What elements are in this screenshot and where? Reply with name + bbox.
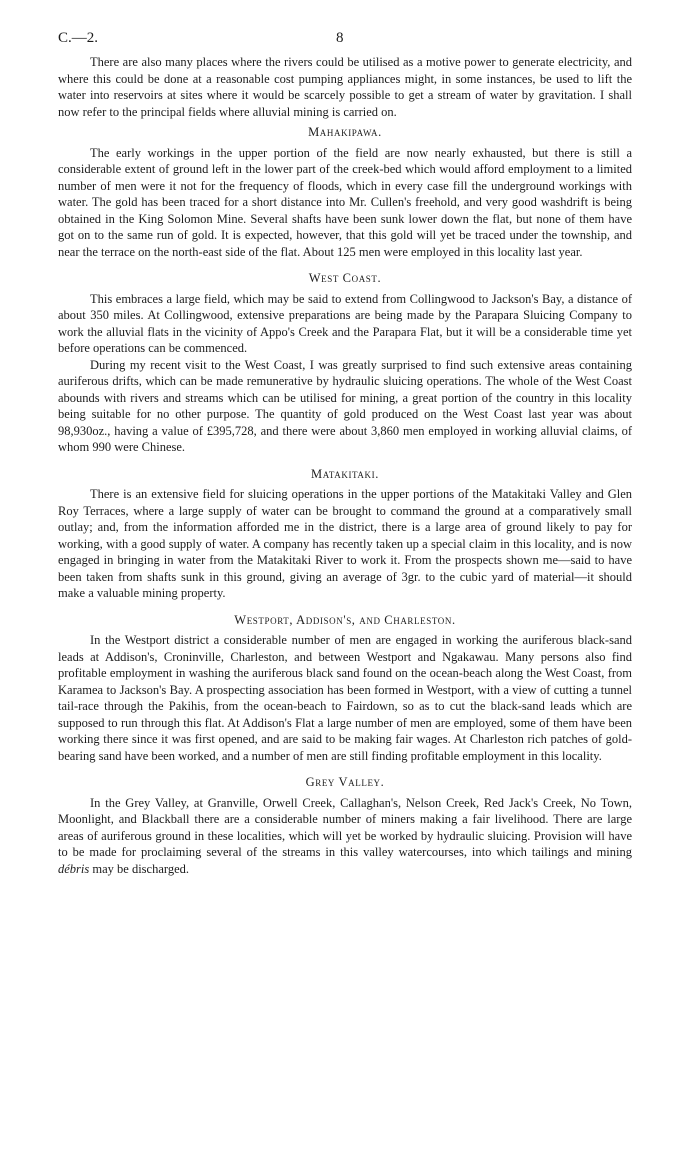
document-reference: C.—2. [58, 30, 99, 46]
intro-paragraph: There are also many places where the rivers could be utilised as a motive power to generate electricity, and where this could be done at a reasonable cost pumping appliances might, in some instances, be used to lift the water into reservoirs at sites where it would be scarcely possible to get a stream of water by gravitation. I shall now refer to the principal fields where alluvial mining is carried on. [58, 55, 632, 119]
section-heading-matakitaki: Matakitaki. [311, 466, 379, 481]
mahakipawa-paragraph: The early workings in the upper portion of the field are now nearly exhausted, but there is still a considerable extent of ground left in the lower part of the creek-bed which would afford employment to a limited number of men were it not for the frequency of floods, which in every case fill the underground workings with water. The gold has been traced for a short distance into Mr. Cullen's freehold, and very good washdrift is being obtained in the King Solomon Mine. Several shafts have been sunk lower down the flat, but none of them have got on to the same run of gold. It is expected, however, that this gold will yet be traced under the township, and near the terrace on the north-east side of the flat. About 125 men were employed in this locality last year. [58, 145, 632, 259]
document-page [58, 30, 632, 877]
matakitaki-paragraph: There is an extensive field for sluicing operations in the upper portions of the Matakitaki Valley and Glen Roy Terraces, where a large supply of water can be brought to command the ground at a comparatively small outlay; and, from the information afforded me in the district, there is a large area of ground likely to pay for working, with a good supply of water. A company has recently taken up a special claim in this locality, and is now engaged in bringing in water from the Matakitaki River to work it. From the prospects shown me—said to have been taken from shafts sunk in this ground, giving an average of 3gr. to the cubic yard of material—it should make a valuable mining property. [58, 487, 632, 600]
section-heading-grey-valley: Grey Valley. [305, 775, 385, 789]
section-heading-mahakipawa: Mahakipawa. [308, 125, 382, 139]
section-heading-westport: Westport, Addison's, and Charleston. [234, 612, 456, 627]
page-header [58, 30, 632, 54]
west-coast-paragraph-2: During my recent visit to the West Coast, I was greatly surprised to find such extensive areas containing auriferous drifts, which can be made remunerative by hydraulic sluicing operations. The whole of the West Coast abounds with rivers and streams which can be utilised for mining, a great portion of the country in this locality being suitable for no other purpose. The quantity of gold produced on the West Coast last year was about 98,930oz., having a value of £395,728, and there were about 3,860 men employed in working alluvial claims, of whom 990 were Chinese. [58, 357, 632, 454]
grey-valley-text-start: In the Grey Valley, at Granville, Orwell Creek, Callaghan's, Nelson Creek, Red Jack's Creek, No Town, Moonlight, and Blackball there are a considerable number of miners making a fair livelihood. There are large areas of auriferous ground in these localities, which will yet be worked by hydraulic sluicing. Provision will have to be made for proclaiming several of the streams in this valley watercourses, into which tailings and mining [58, 795, 632, 859]
page-number: 8 [336, 30, 344, 46]
westport-paragraph: In the Westport district a considerable number of men are engaged in working the auriferous black-sand leads at Addison's, Croninville, Charleston, and between Westport and Ngakawau. Many persons also find profitable employment in washing the auriferous black sand found on the ocean-beach along the West Coast, from Karamea to Jackson's Bay. A prospecting association has been formed in Westport, with a view of cutting a tunnel tail-race through the Pakihis, from the ocean-beach to Fairdown, so as to cut the black-sand leads which are supposed to run through this flat. At Addison's Flat a large number of men are employed, some of them have been working there since it was first opened, and are said to be making fair wages. At Charleston rich patches of gold-bearing sand have been worked, and a number of men are still finding profitable employment in this locality. [58, 633, 632, 763]
section-heading-west-coast: West Coast. [308, 271, 382, 285]
west-coast-paragraph-1: This embraces a large field, which may be said to extend from Collingwood to Jackson's Bay, a distance of about 350 miles. At Collingwood, extensive preparations are being made by the Parapara Sluicing Company to work the alluvial flats in the vicinity of Appo's Creek and the Parapara Flat, but it will be a considerable time yet before operations can be commenced. [58, 291, 632, 355]
grey-valley-paragraph [58, 795, 632, 878]
grey-valley-italic-debris: débris [58, 861, 90, 876]
grey-valley-text-end: may be discharged. [89, 861, 189, 876]
